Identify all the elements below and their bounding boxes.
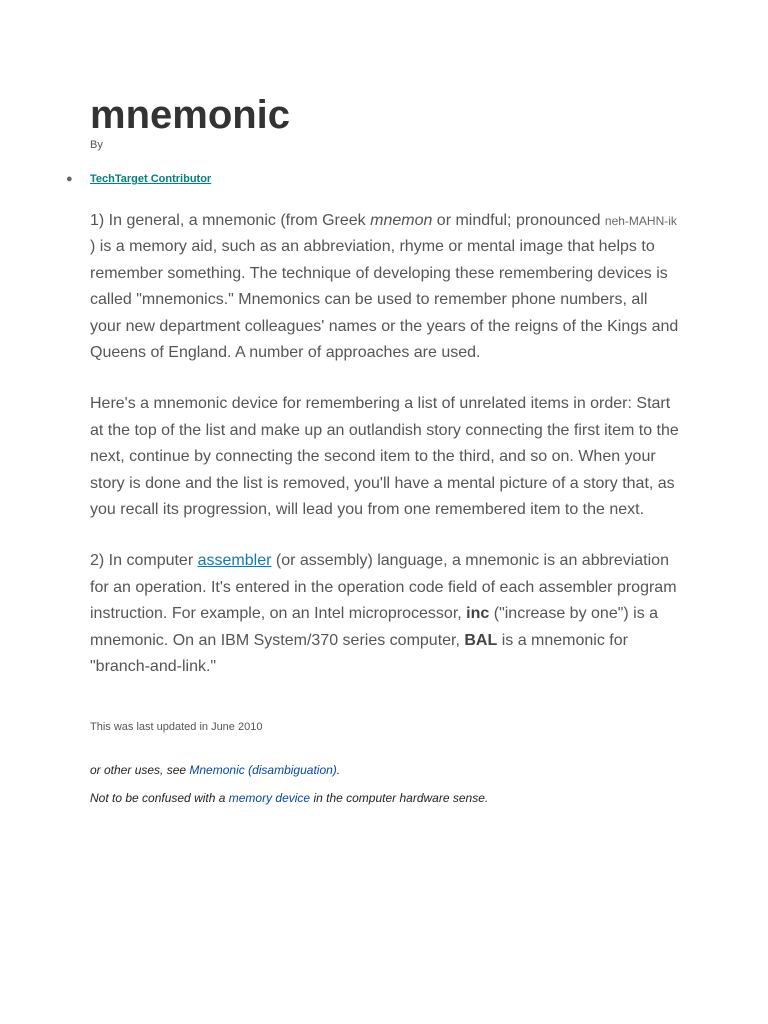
author-item <box>66 172 680 186</box>
paragraph-1-text-b: or mindful; pronounced <box>432 212 605 229</box>
inc-mnemonic: inc <box>466 605 490 623</box>
hatnote-2-prefix: Not to be confused with a <box>90 790 229 805</box>
hatnote-not-confused <box>90 790 680 806</box>
author-link[interactable]: TechTarget Contributor <box>90 173 212 185</box>
bullet-icon: ● <box>66 173 73 185</box>
paragraph-3-text-a: 2) In computer <box>90 552 198 570</box>
paragraph-2: Here's a mnemonic device for remembering a list of unrelated items in order: Start at the top of the list and make up an outlandish story connecting the first item to the next, continue by connecting the second item to the third, and so on. When your story is done and the list is removed, you'll have a mental picture of a story that, as you recall its progression, will lead you from one remembered item to the next. <box>90 395 679 519</box>
paragraph-1 <box>90 208 680 366</box>
paragraph-3-text-d: is a mnemonic for "branch-and-link." <box>90 631 628 676</box>
memory-device-link[interactable]: memory device <box>228 790 311 805</box>
pronunciation: neh-MAHN-ik <box>604 214 677 228</box>
hatnote-2-suffix: in the computer hardware sense. <box>310 790 489 805</box>
hatnote-1-suffix: . <box>336 762 341 777</box>
disambiguation-link[interactable]: Mnemonic (disambiguation) <box>189 762 337 777</box>
hatnote-other-uses <box>90 762 680 778</box>
bal-mnemonic: BAL <box>464 631 498 649</box>
author-list <box>66 172 680 186</box>
article-body <box>90 208 680 681</box>
byline-label: By <box>90 139 103 151</box>
assembler-link[interactable]: assembler <box>197 552 272 570</box>
term-mnemon: mnemon <box>370 212 433 229</box>
article <box>66 88 680 806</box>
paragraph-3-text-b: (or assembly) language, a mnemonic is an abbreviation for an operation. It's entered in the operation code field of each assembler program instruction. For example, on an Intel microprocessor, <box>90 552 677 623</box>
last-updated-note: This was last updated in June 2010 <box>90 720 263 733</box>
page-title: mnemonic <box>90 93 291 137</box>
hatnote-1-prefix: or other uses, see <box>90 762 190 777</box>
paragraph-3 <box>90 548 680 680</box>
paragraph-3-text-c: ("increase by one") is a mnemonic. On an IBM System/370 series computer, <box>90 605 659 649</box>
paragraph-1-text-a: 1) In general, a mnemonic (from Greek <box>90 212 371 229</box>
paragraph-1-text-c: ) is a memory aid, such as an abbreviation, rhyme or mental image that helps to remember something. The technique of developing these remembering devices is called "mnemonics." Mnemonics can be used to remember phone numbers, all your new department colleagues' names or the years of the reigns of the Kings and Queens of England. A number of approaches are used. <box>90 238 679 362</box>
